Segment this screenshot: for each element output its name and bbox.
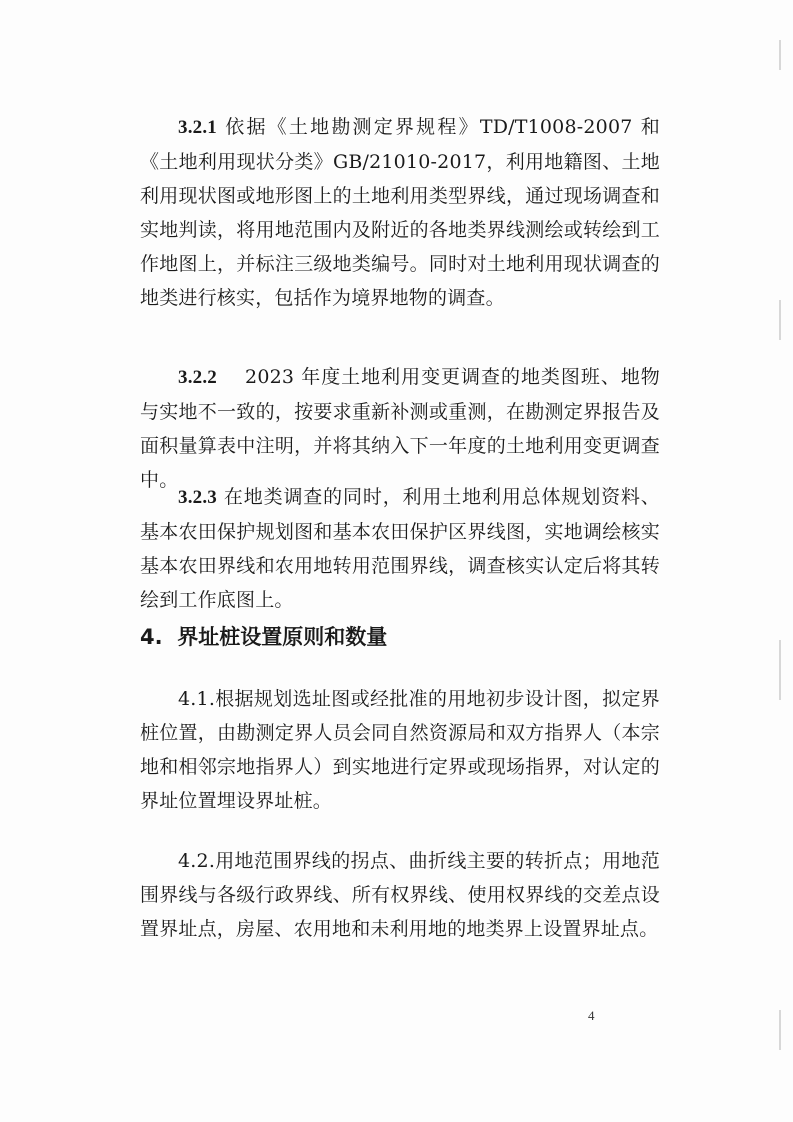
scan-mark <box>779 640 781 700</box>
section-3-2-1 <box>140 110 660 315</box>
item-4-1: 4.1.根据规划选址图或经批准的用地初步设计图，拟定界桩位置，由勘测定界人员会同自然资源局和双方指界人（本宗地和相邻宗地指界人）到实地进行定界或现场指界，对认定的界址位置埋设界址桩。 <box>140 688 660 812</box>
section-text: 依据《土地勘测定界规程》TD/T1008-2007 和《土地利用现状分类》GB/21010-2017，利用地籍图、土地利用现状图或地形图上的土地利用类型界线，通过现场调查和实地判读，将用地范围内及附近的各地类界线测绘或转绘到工作地图上，并标注三级地类编号。同时对土地利用现状调查的地类进行核实，包括作为境界地物的调查。 <box>140 116 660 309</box>
item-4-2: 4.2.用地范围界线的拐点、曲折线主要的转折点；用地范围界线与各级行政界线、所有权界线、使用权界线的交差点设置界址点，房屋、农用地和未利用地的地类界上设置界址点。 <box>140 850 660 940</box>
scan-mark <box>779 300 781 340</box>
heading-4: 4. 界址桩设置原则和数量 <box>140 625 388 649</box>
section-number: 3.2.3 <box>178 487 217 508</box>
section-text: 2023 年度土地利用变更调查的地类图班、地物与实地不一致的，按要求重新补测或重测，在勘测定界报告及面积量算表中注明，并将其纳入下一年度的土地利用变更调查中。 <box>140 366 660 491</box>
page-number: 4 <box>588 1008 595 1023</box>
scan-mark <box>779 1010 781 1050</box>
section-number: 3.2.1 <box>178 117 217 138</box>
section-3-2-3 <box>140 480 660 617</box>
section-3-2-2 <box>140 360 660 497</box>
section-number: 3.2.2 <box>178 367 217 388</box>
scan-mark <box>779 40 781 70</box>
section-text: 在地类调查的同时，利用土地利用总体规划资料、基本农田保护规划图和基本农田保护区界线图，实地调绘核实基本农田界线和农用地转用范围界线，调查核实认定后将其转绘到工作底图上。 <box>140 486 660 611</box>
